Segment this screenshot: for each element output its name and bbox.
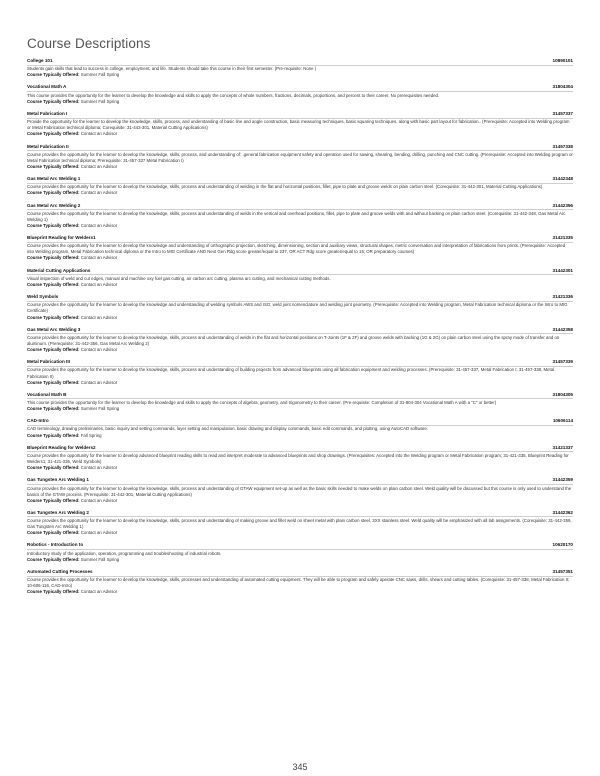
course-entry [27,445,573,471]
course-header [27,510,573,518]
offered-label: Course Typically Offered: [27,556,80,562]
offered-value: Contact an Advisor [80,131,118,137]
course-title: Metal Fabrication I [27,110,68,116]
course-description: Course provides the opportunity for the learner to develop advanced blueprint reading skills to read and interpret moderate to advanced blueprints and shop drawings. (Prerequisites: Accepted into the Welding program or Metal Fabrication program; 31-421-335, Blueprint Reading for Welders1; 31-421-336, Weld Symbols) [27,452,569,465]
offered-label: Course Typically Offered: [27,589,80,595]
offered-value: Contact an Advisor [80,465,118,471]
course-title: Gas Tungsten Arc Welding 2 [27,509,89,515]
course-header [27,268,573,276]
course-entry [27,418,573,438]
course-offered [27,530,573,536]
offered-label: Course Typically Offered: [27,255,80,261]
course-description: Course provides the opportunity for the learner to develop the knowledge, skills, processes and understanding of automated cutting equipment. They will be able to program and safely operate CNC saws, drills, shears and cutting tables. (Corequisite: 31-457-338, Metal Fabrication II; 10-606-116, CAD-Intro) [27,577,570,589]
course-description: Course provides the opportunity for the learner to develop the knowledge, skills, process and understanding of GTAW equipment set-up as well as the basic skills needed to make welds on plain carbon steel. Weld quality will be discussed but this course is only used to understand the basics of the GTAW process. (Prerequisite: 31-442-301, Material Cutting Applications) [27,485,572,497]
course-title: Gas Metal Arc Welding 2 [27,202,81,208]
course-code: 31442301 [552,267,573,273]
offered-value: Contact an Advisor [80,379,118,385]
course-offered [27,498,573,504]
course-code: 10620170 [552,542,573,548]
course-entry [27,235,573,261]
course-title: Gas Metal Arc Welding 3 [27,326,81,332]
offered-label: Course Typically Offered: [27,72,80,78]
course-title: Vocational Math A [27,84,67,90]
course-description: Students gain skills that lead to success in college, employment, and life. Students should take this course in their first semester. (Pre-requisite: None ) [27,66,317,72]
offered-value: Contact an Advisor [80,190,118,196]
offered-label: Course Typically Offered: [27,190,80,196]
course-header [27,392,573,400]
course-description: Introductory study of the application, operation, programming and troubleshooting of industrial robots. [27,550,222,556]
course-title: Metal Fabrication III [27,359,70,365]
course-offered [27,465,573,471]
offered-value: Contact an Advisor [80,530,118,536]
course-header [27,327,573,335]
offered-value: Summer Fall Spring [80,98,120,104]
course-header [27,477,573,485]
course-code: 31421337 [552,444,573,450]
offered-label: Course Typically Offered: [27,222,80,228]
course-header [27,144,573,152]
course-header [27,418,573,426]
course-code: 31421336 [552,294,573,300]
offered-value: Contact an Advisor [80,163,118,169]
course-code: 31804305 [552,391,573,397]
course-code: 31457339 [552,359,573,365]
course-entry [27,144,573,170]
course-description: Course provides the opportunity for the learner to develop the knowledge, skills, process and understanding of welds in the vertical and overhead positions, fillet, pipe to plate and groove welds with and without backing on plain carbon steel. (Corequisite: 31-442-348, Gas Metal Arc Welding 1) [27,210,566,222]
course-code: 10890101 [552,58,573,63]
course-description: Course provides the opportunity for the learner to develop the knowledge, skills, process and understanding of welds in the flat and horizontal positions on T-Joints (1F & 2F) and groove welds with backing (1G & 2G) on plain carbon steel using the spray mode of transfer and on aluminum. (Prerequisite: 31-442-356, Gas Metal Arc Welding 2) [27,334,560,346]
course-code: 31442358 [552,326,573,332]
offered-label: Course Typically Offered: [27,281,80,287]
course-code: 10606114 [552,418,573,424]
course-title: Blueprint Reading for Welders1 [27,235,96,241]
course-entry [27,176,573,196]
offered-label: Course Typically Offered: [27,432,80,438]
course-offered [27,190,573,196]
course-title: College 101 [27,58,53,63]
course-title: CAD-Intro [27,418,49,424]
offered-value: Contact an Advisor [80,314,118,320]
course-offered [27,589,573,595]
offered-value: Contact an Advisor [80,281,118,287]
course-offered [27,131,573,137]
course-entry [27,569,573,595]
course-description: This course provides the opportunity for the learner to develop the knowledge and skills to apply the concepts of whole numbers, fractions, decimals, proportions, and percent to their career. No prerequisites needed. [27,92,440,98]
course-code: 31457338 [552,143,573,149]
course-entry [27,477,573,503]
page-title: Course Descriptions [27,36,151,51]
course-title: Blueprint Reading for Welders2 [27,444,96,450]
course-header [27,84,573,92]
course-description: Course provides the opportunity for the learner to develop the knowledge, skills, process, and understanding of: .general fabrication equipment safety and operation used for sawing, shearing, bending, drilling, punching and CNC cutting. (Prerequisite: Accepted into Welding program or Metal Fabrication technical diploma; Prerequisite: 31-457-337 Metal Fabrication I) [27,151,573,163]
offered-label: Course Typically Offered: [27,347,80,353]
course-offered [27,557,573,563]
course-title: Vocational Math B [27,391,67,397]
course-offered [27,380,573,386]
course-offered [27,315,573,321]
course-code: 31442348 [552,176,573,182]
offered-label: Course Typically Offered: [27,163,80,169]
course-entry [27,84,573,104]
course-entry [27,392,573,412]
offered-label: Course Typically Offered: [27,314,80,320]
offered-label: Course Typically Offered: [27,530,80,536]
course-code: 31421335 [552,235,573,241]
course-entry [27,58,573,78]
course-entry [27,111,573,137]
course-code: 31457337 [552,110,573,116]
course-description: Provide the opportunity for the learner to develop the knowledge, skills, process, and understanding of basic line and angle construction, basic measuring techniques, basic squaring techniques, along with basic part layout for fabrication.. (Prerequisite: Accepted into Welding program or Metal Fabrication technical diploma; Corequisite: 31-442-301, Material Cutting Applications) [27,119,570,131]
course-entry [27,294,573,320]
course-header [27,176,573,184]
course-header [27,111,573,119]
course-description: Course provides the opportunity for the learner to develop the knowledge, skills, process and understanding of building projects from advanced blueprints using all fabrication equipment and welding processes. (Prerequisite: 31-457-337, Metal Fabrication I; 31-457-338, Metal Fabrication II) [27,367,555,379]
course-header [27,359,573,367]
offered-label: Course Typically Offered: [27,497,80,503]
course-offered [27,99,573,105]
course-title: Gas Metal Arc Welding 1 [27,176,81,182]
course-header [27,445,573,453]
offered-value: Contact an Advisor [80,222,118,228]
course-code: 31804304 [552,84,573,90]
course-header [27,569,573,577]
course-offered [27,72,573,78]
course-title: Material Cutting Applications [27,267,91,273]
course-offered [27,282,573,288]
course-description: Course provides the opportunity for the learner to develop the knowledge and understanding of orthographic projection, sketching, dimensioning, section and auxiliary views, structural shapes, metric conversation and interpretation of fabrications from prints. (Prerequisite: Accepted into Welding program, Metal Fabrication technical diploma or the Intro to MIG Certificate AND Next Gen Rdg score greater/equal to 237, OR ACT Rdg score greater/equal to 15; OR preparatory courses) [27,243,566,255]
course-description: Visual inspection of weld and cut edges, manual and machine oxy fuel gas cutting, air carbon arc cutting, plasma arc cutting, and mechanical cutting methods. [27,275,331,281]
course-header [27,294,573,302]
course-entry [27,510,573,536]
offered-label: Course Typically Offered: [27,379,80,385]
course-header [27,58,573,66]
offered-value: Contact an Advisor [80,255,118,261]
course-header [27,542,573,550]
course-entry [27,359,573,385]
course-code: 31442362 [552,509,573,515]
offered-label: Course Typically Offered: [27,406,80,412]
course-header [27,203,573,211]
offered-value: Contact an Advisor [80,347,118,353]
course-offered [27,347,573,353]
course-code: 31457351 [552,568,573,574]
course-offered [27,255,573,261]
course-offered [27,164,573,170]
course-title: Automated Cutting Processes [27,568,93,574]
course-code: 31442356 [552,202,573,208]
course-description: Course provides the opportunity for the learner to develop the knowledge, skills, process and understanding of welding in the flat and horizontal positions, fillet, pipe to plate and groove welds on plain carbon steel. (Corequisite: 31-442-301, Material Cutting Applications) [27,184,543,190]
course-title: Weld Symbols [27,294,59,300]
course-description: Course provides the opportunity for the learner to develop the knowledge, skills, process and understanding of making groove and fillet weld on sheet metal with plain carbon steel, 3XX stainless steel. Weld quality will be emphasized with all lab assignments. (Corequisite: 31-442-359, Gas Tungsten Arc Welding 1) [27,518,572,530]
course-entry [27,327,573,353]
course-code: 31442359 [552,477,573,483]
offered-label: Course Typically Offered: [27,131,80,137]
offered-value: Summer Fall Spring [80,556,120,562]
offered-value: Summer Fall Spring [80,72,120,78]
course-entry [27,542,573,562]
course-list [27,58,573,601]
course-description: CAD terminology, drawing preliminaries, basic inquiry and setting commands, layer setting and manipulation, basic drawing and display commands, basic edit commands, and plotting, using AutoCAD software. [27,426,428,432]
course-header [27,235,573,243]
course-entry [27,203,573,229]
course-title: Robotics - Introduction to [27,542,84,548]
page-number: 345 [292,762,308,772]
offered-label: Course Typically Offered: [27,465,80,471]
course-description: This course provides the opportunity for the learner to develop the knowledge and skills to apply the concepts of algebra, geometry, and trigonometry to their career. (Pre-requisite: Completion of 31-804-304 Vocational Math A with a "C" or better) [27,400,497,405]
course-entry [27,268,573,288]
course-description: Course provides the opportunity for the learner to develop the knowledge and understanding of welding symbols AWS and ISO, weld joint nomenclature and welding joint geometry. (Prerequisite: Accepted into Welding program, Metal Fabrication technical diploma or the Intro to MIG Certificate) [27,302,568,314]
course-title: Metal Fabrication II [27,143,69,149]
offered-value: Contact an Advisor [80,589,118,595]
course-offered [27,433,573,439]
course-offered [27,223,573,229]
course-offered [27,406,573,412]
offered-value: Summer Fall Spring [80,406,120,412]
offered-label: Course Typically Offered: [27,98,80,104]
offered-value: Fall Spring [80,432,102,438]
course-title: Gas Tungsten Arc Welding 1 [27,477,89,483]
offered-value: Contact an Advisor [80,497,118,503]
